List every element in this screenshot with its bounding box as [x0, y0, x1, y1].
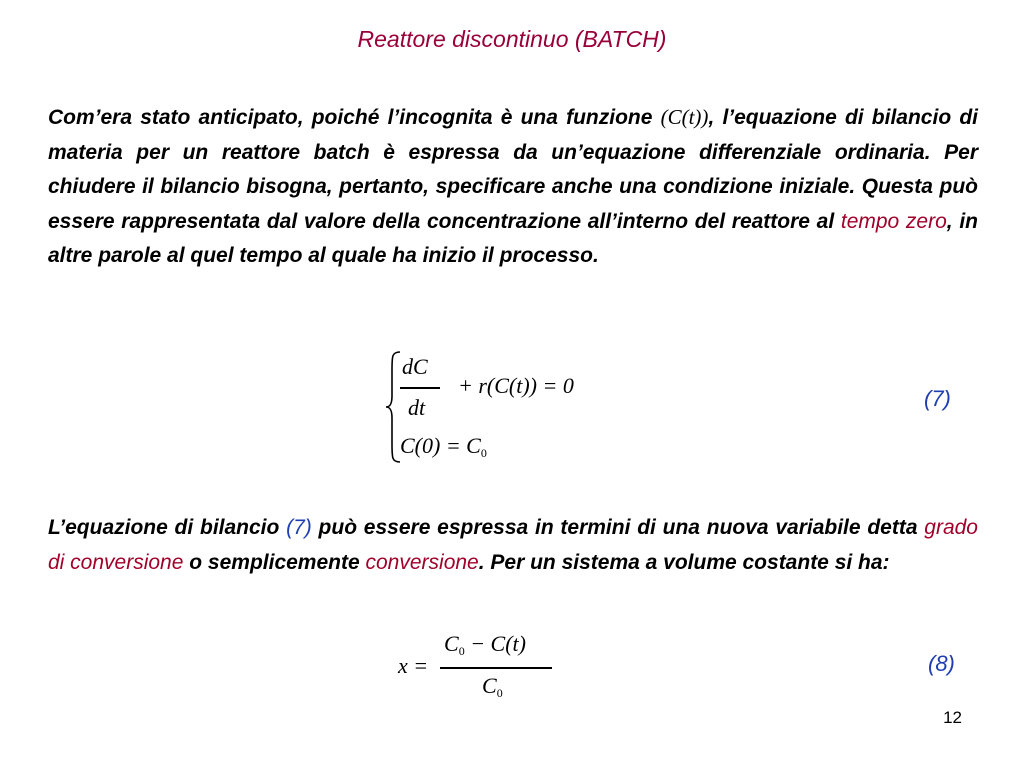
slide-title: Reattore discontinuo (BATCH): [357, 26, 667, 52]
eq7-denominator: dt: [408, 395, 426, 420]
highlight-conversione: conversione: [365, 550, 479, 574]
eq7-rest: + r(C(t)) = 0: [458, 373, 574, 398]
page-number: 12: [943, 708, 962, 727]
para2-text-1: L’equazione di bilancio: [48, 516, 287, 539]
eq8-numerator: [444, 631, 526, 659]
eq7-fraction-bar: [400, 387, 440, 389]
eq7-initial-subscript: 0: [480, 446, 487, 460]
eq7-initial-text: C(0) = C: [400, 433, 481, 458]
para1-text-2: , l’equazione di bilancio di materia per un reattore batch è espressa da un’equazione differenziale ordinaria. Per chiudere il bilancio bisogna, pertanto, specificare anche una condizione iniziale. Questa può essere rappresentata dal valore della concentrazione all’interno del reattore al: [48, 106, 978, 233]
paragraph-conversion: [48, 511, 978, 580]
inline-math-c-of-t: (C(t)): [660, 105, 709, 129]
ref-eq7: (7): [286, 516, 312, 539]
eq7-numerator: dC: [402, 354, 428, 379]
equation-8-label: (8): [928, 651, 955, 676]
eq8-num-c: C: [444, 631, 459, 656]
paragraph-intro: [48, 100, 978, 274]
eq8-lhs: x =: [398, 653, 429, 678]
para2-text-4: . Per un sistema a volume costante si ha:: [478, 550, 890, 574]
eq8-den-c: C: [482, 673, 497, 698]
highlight-grado-di-conversione: grado di conversione: [48, 516, 978, 574]
eq8-fraction-bar: [440, 667, 552, 669]
eq7-initial-condition: [400, 433, 487, 461]
para2-text-2: può essere espressa in termini di una nuova variabile detta: [311, 516, 925, 539]
eq8-num-rest: − C(t): [464, 631, 526, 656]
highlight-tempo-zero: tempo zero: [840, 209, 947, 233]
equation-7-label: (7): [924, 386, 951, 411]
eq8-den-subscript: 0: [496, 686, 503, 700]
para1-text-3: , in altre parole al quel tempo al quale ha inizio il processo.: [48, 209, 978, 268]
para2-text-3: o semplicemente: [183, 550, 366, 574]
eq8-num-subscript: 0: [458, 644, 465, 658]
eq8-denominator: [482, 673, 503, 701]
para1-text-1: Com’era stato anticipato, poiché l’incognita è una funzione: [48, 106, 661, 129]
